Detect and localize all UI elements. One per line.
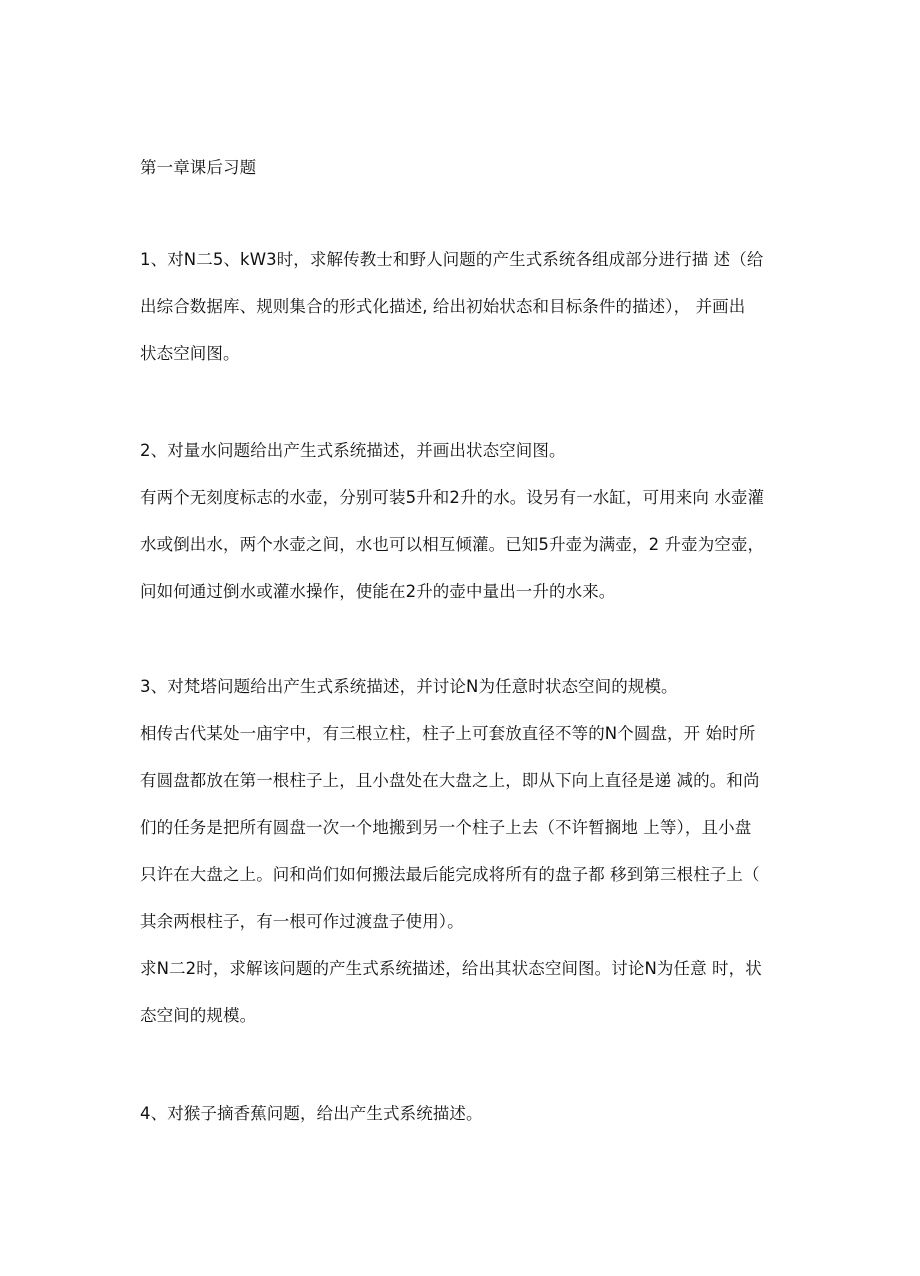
q4-line-1: 4、对猴子摘香蕉问题，给出产生式系统描述。: [140, 1104, 483, 1123]
q3-line-7: 求N二2时，求解该问题的产生式系统描述，给出其状态空间图。讨论N为任意 时，状: [140, 959, 762, 978]
q3-line-8: 态空间的规模。: [140, 1006, 257, 1025]
q3-line-6: 其余两根柱子，有一根可作过渡盘子使用）。: [140, 912, 464, 931]
q2-line-3: 水或倒出水，两个水壶之间，水也可以相互倾灌。已知5升壶为满壶，2 升壶为空壶，: [140, 535, 765, 554]
q3-line-1: 3、对梵塔问题给出产生式系统描述，并讨论N为任意时状态空间的规模。: [140, 677, 678, 696]
q2-line-2: 有两个无刻度标志的水壶，分别可装5升和2升的水。设另有一水缸，可用来向 水壶灌: [140, 488, 765, 507]
q2-line-1: 2、对量水问题给出产生式系统描述，并画出状态空间图。: [140, 441, 566, 460]
q2-line-4: 问如何通过倒水或灌水操作，使能在2升的壶中量出一升的水来。: [140, 582, 616, 601]
q1-line-3: 状态空间图。: [140, 344, 240, 363]
q3-line-4: 们的任务是把所有圆盘一次一个地搬到另一个柱子上去（不许暂搁地 上等），且小盘: [140, 818, 752, 837]
q1-line-1: 1、对N二5、kW3时，求解传教士和野人问题的产生式系统各组成部分进行描 述（给: [140, 250, 764, 269]
q3-line-2: 相传古代某处一庙宇中，有三根立柱，柱子上可套放直径不等的N个圆盘，开 始时所: [140, 724, 756, 743]
page-title: 第一章课后习题: [140, 158, 257, 177]
q3-line-3: 有圆盘都放在第一根柱子上，且小盘处在大盘之上，即从下向上直径是递 减的。和尚: [140, 771, 760, 790]
q3-line-5: 只许在大盘之上。问和尚们如何搬法最后能完成将所有的盘子都 移到第三根柱子上（: [140, 865, 760, 884]
q1-line-2: 出综合数据库、规则集合的形式化描述, 给出初始状态和目标条件的描述）， 并画出: [140, 297, 746, 316]
